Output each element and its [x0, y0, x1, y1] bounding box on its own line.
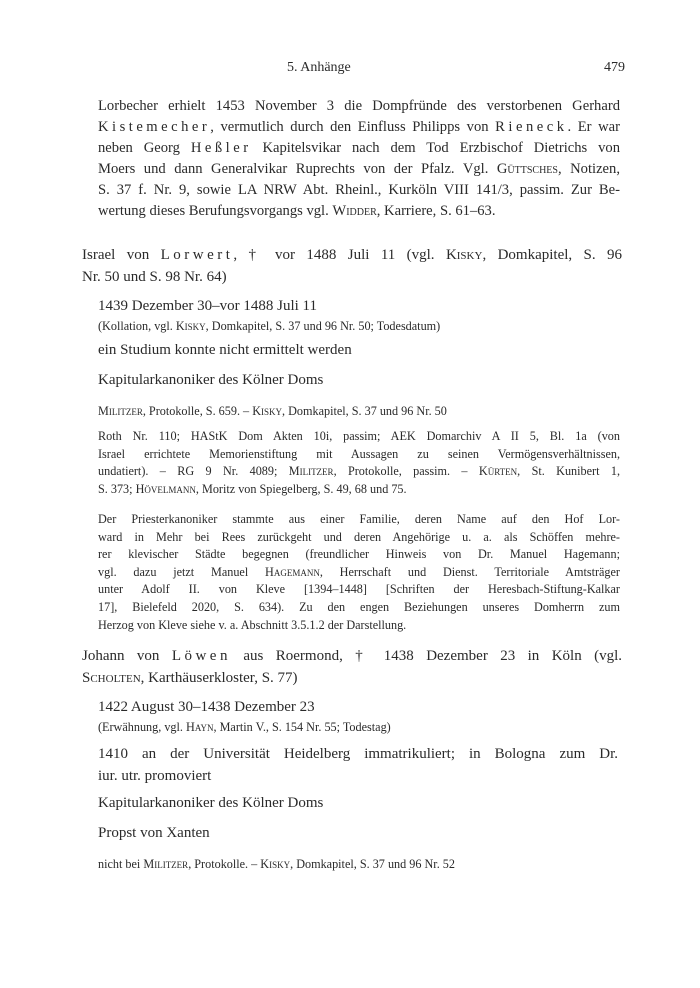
text-line: Roth Nr. 110; HAStK Dom Akten 10i, passim; AEK Domarchiv A II 5, Bl. 1a (von	[98, 429, 620, 443]
text-line	[98, 481, 620, 499]
text-line: unter Adolf II. von Kleve [1394–1448] [Schriften der Heresbach-Stiftung-Kalkar	[98, 582, 620, 597]
text-run: nicht bei	[98, 857, 144, 871]
text-line: Lorbecher erhielt 1453 November 3 die Dompfründe des verstorbenen Gerhard	[98, 98, 620, 114]
author-name: Kisky	[260, 857, 291, 871]
text-run: Moers und dann Generalvikar Ruprechts von der Pfalz. Vgl.	[98, 161, 497, 177]
author-name: Widder	[332, 203, 377, 219]
person-name: Kistemecher	[98, 119, 211, 135]
author-name: Scholten	[82, 670, 141, 686]
text-run: , Domkapitel, S. 37 und 96 Nr. 52	[290, 857, 455, 871]
author-name: Militzer	[288, 464, 334, 479]
text-run: , Protokolle, passim. –	[333, 464, 479, 479]
entry-heading-lorwert	[82, 244, 622, 288]
author-name: Hövelmann	[135, 481, 196, 496]
text-run: , Karriere, S. 61–63.	[376, 203, 496, 219]
text-run: , vermutlich durch den Einfluss Philipps von	[210, 119, 496, 135]
text-run: Kapitelsvikar nach dem Tod Erzbischof Dietrichs von	[251, 140, 620, 156]
text-run: , Karthäuserkloster, S. 77)	[140, 670, 298, 686]
text-run: , Notizen,	[557, 161, 620, 177]
text-line	[98, 159, 620, 180]
text-line	[98, 463, 620, 481]
text-run: . Er war	[567, 119, 620, 135]
intro-paragraph	[98, 96, 620, 222]
entry1-dates-note	[98, 318, 622, 336]
text-run: , † vor 1488 Juli 11 (vgl.	[233, 247, 446, 263]
text-line: ward in Mehr bei Rees zurückgeht und deren Angehörige u. a. als Schöffen mehre-	[98, 529, 620, 544]
page-number: 479	[604, 60, 625, 75]
text-run: , Herrschaft und Dienst. Territoriale Amtsträger	[319, 564, 620, 579]
author-name: Hagemann	[265, 564, 320, 579]
entry2-references	[98, 856, 622, 874]
text-line	[82, 244, 622, 266]
author-name: Kürten	[478, 464, 518, 479]
author-name: Kisky	[252, 404, 282, 418]
text-line: Herzog von Kleve siehe v. a. Abschnitt 3.5.1.2 der Darstellung.	[98, 617, 407, 632]
text-run: , Domkapitel, S. 37 und 96 Nr. 50	[282, 404, 447, 418]
text-run: , Protokolle, S. 659. –	[142, 404, 253, 418]
text-line	[82, 645, 622, 667]
text-line: Der Priesterkanoniker stammte aus einer Familie, deren Name auf den Hof Lor-	[98, 512, 620, 526]
entry2-dates: 1422 August 30–1438 Dezember 23	[98, 699, 315, 715]
author-name: Kisky	[445, 247, 483, 263]
text-run: , Protokolle. –	[188, 857, 261, 871]
author-name: Militzer	[143, 857, 189, 871]
text-run: (Kollation, vgl.	[98, 319, 176, 333]
entry1-dates: 1439 Dezember 30–vor 1488 Juli 11	[98, 298, 317, 314]
text-run: wertung dieses Berufungsvorgangs vgl.	[98, 203, 333, 219]
entry1-references	[98, 403, 622, 421]
entry-heading-loewen	[82, 645, 622, 689]
text-line: 1410 an der Universität Heidelberg immatrikuliert; in Bologna zum Dr.	[98, 746, 618, 762]
text-line	[82, 667, 622, 689]
text-run: (Erwähnung, vgl.	[98, 720, 187, 734]
text-run: S. 373;	[98, 481, 136, 496]
entry1-sources	[98, 428, 620, 498]
running-header-title: 5. Anhänge	[287, 60, 351, 75]
text-run: , Martin V., S. 154 Nr. 55; Todestag)	[213, 720, 391, 734]
text-run: Israel von	[82, 247, 161, 263]
text-run: undatiert). – RG 9 Nr. 4089;	[98, 464, 289, 479]
text-line: Nr. 50 und S. 98 Nr. 64)	[82, 269, 227, 285]
text-run: neben Georg	[98, 140, 191, 156]
person-name: Löwen	[171, 648, 231, 664]
text-line: Israel errichtete Memorienstiftung mit Aussagen zu seinen Vermögensverhältnissen,	[98, 446, 620, 461]
text-run: Johann von	[82, 648, 172, 664]
person-name: Lorwert	[160, 247, 234, 263]
text-run: , St. Kunibert 1,	[517, 464, 620, 479]
author-name: Hayn	[186, 720, 214, 734]
text-line	[98, 564, 620, 582]
entry2-office-2: Propst von Xanten	[98, 825, 210, 841]
text-line: 17], Bielefeld 2020, S. 634). Zu den engen Beziehungen unseres Domherrn zum	[98, 599, 620, 614]
text-line: iur. utr. promoviert	[98, 768, 212, 784]
text-run: , Domkapitel, S. 96	[482, 247, 622, 263]
entry1-office: Kapitularkanoniker des Kölner Doms	[98, 372, 324, 388]
text-line: rer klevischer Städte begegnen (freundlicher Hinweis von Dr. Manuel Hagemann;	[98, 547, 620, 562]
entry2-study	[98, 743, 618, 787]
text-line	[98, 138, 620, 159]
entry1-note	[98, 511, 620, 634]
author-name: Güttsches	[496, 161, 558, 177]
person-name: Rieneck	[495, 119, 568, 135]
text-line: S. 37 f. Nr. 9, sowie LA NRW Abt. Rheinl., Kurköln VIII 141/3, passim. Zur Be-	[98, 182, 620, 198]
text-line	[98, 117, 620, 138]
person-name: Heßler	[190, 140, 252, 156]
entry1-study: ein Studium konnte nicht ermittelt werden	[98, 342, 352, 358]
text-run: aus Roermond, † 1438 Dezember 23 in Köln (vgl.	[230, 648, 623, 664]
text-run: vgl. dazu jetzt Manuel	[98, 564, 266, 579]
text-line	[98, 201, 620, 222]
entry2-dates-note	[98, 719, 622, 737]
author-name: Militzer	[98, 404, 143, 418]
author-name: Kisky	[175, 319, 206, 333]
entry2-office-1: Kapitularkanoniker des Kölner Doms	[98, 795, 324, 811]
text-run: , Domkapitel, S. 37 und 96 Nr. 50; Todesdatum)	[205, 319, 441, 333]
text-run: , Moritz von Spiegelberg, S. 49, 68 und 75.	[195, 481, 407, 496]
